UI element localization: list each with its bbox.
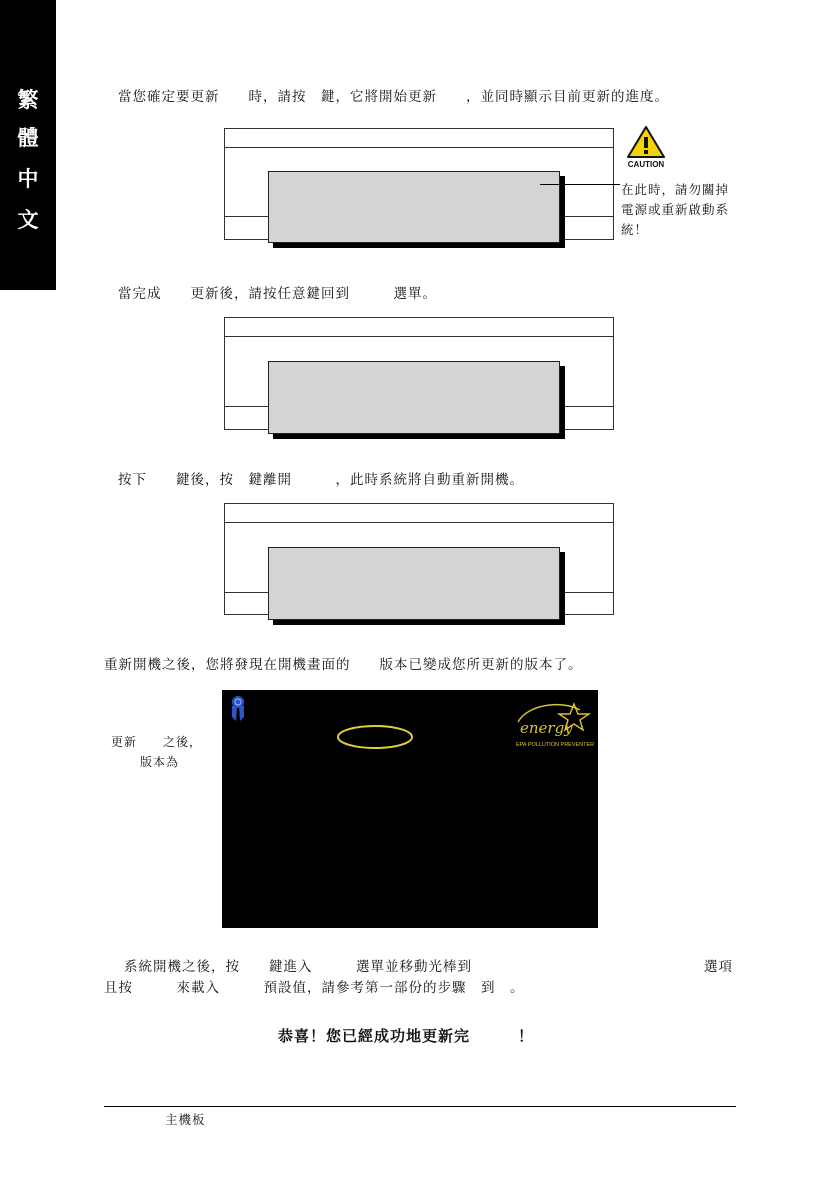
progress-dialog — [268, 171, 560, 243]
congrats-text: 恭喜！您已經成功地更新完 ！ — [278, 1027, 535, 1045]
language-tab — [0, 0, 56, 290]
caution-icon — [624, 124, 668, 170]
energy-star-logo — [514, 698, 594, 750]
version-highlight-ellipse — [335, 723, 415, 751]
energy-logo-caption: EPA POLLUTION PREVENTER — [516, 742, 594, 748]
step3-text: 按下 鍵後，按 鍵離開 ，此時系統將自動重新開機。 — [118, 472, 524, 488]
step5-line1: 系統開機之後，按 鍵進入 選單並移動光棒到 — [124, 959, 472, 975]
language-tab-char: 文 — [17, 208, 39, 232]
caution-note-line: 在此時，請勿關掉 — [621, 182, 730, 197]
caution-label: CAUTION — [627, 160, 665, 169]
boot-side-note — [111, 732, 202, 772]
step2-text: 當完成 更新後，請按任意鍵回到 選單。 — [118, 286, 437, 302]
step4-text: 重新開機之後，您將發現在開機畫面的 版本已變成您所更新的版本了。 — [104, 657, 583, 673]
caution-note — [621, 180, 729, 240]
callout-line — [540, 184, 620, 185]
step5-line1-end: 選項 — [704, 959, 733, 975]
complete-dialog — [268, 361, 560, 434]
caution-note-line: 統！ — [621, 222, 649, 237]
footer-text: 主機板 — [165, 1112, 206, 1127]
language-tab-char: 中 — [17, 167, 39, 191]
boot-side-note-line: 版本為 — [140, 755, 180, 769]
footer-rule — [104, 1106, 736, 1107]
language-tab-char: 繁 — [17, 88, 39, 112]
step5-line2: 且按 來載入 預設值，請參考第一部份的步驟 到 。 — [104, 980, 525, 996]
language-tab-char: 體 — [17, 126, 39, 150]
boot-side-note-line: 更新 之後， — [111, 735, 203, 749]
step1-text: 當您確定要更新 時，請按 鍵，它將開始更新 ，並同時顯示目前更新的進度。 — [118, 89, 669, 105]
energy-logo-word: energy — [520, 719, 573, 737]
caution-note-line: 電源或重新啟動系 — [621, 202, 730, 217]
award-ribbon-icon — [228, 694, 248, 722]
boot-screen — [222, 690, 598, 928]
exit-dialog — [268, 547, 560, 620]
